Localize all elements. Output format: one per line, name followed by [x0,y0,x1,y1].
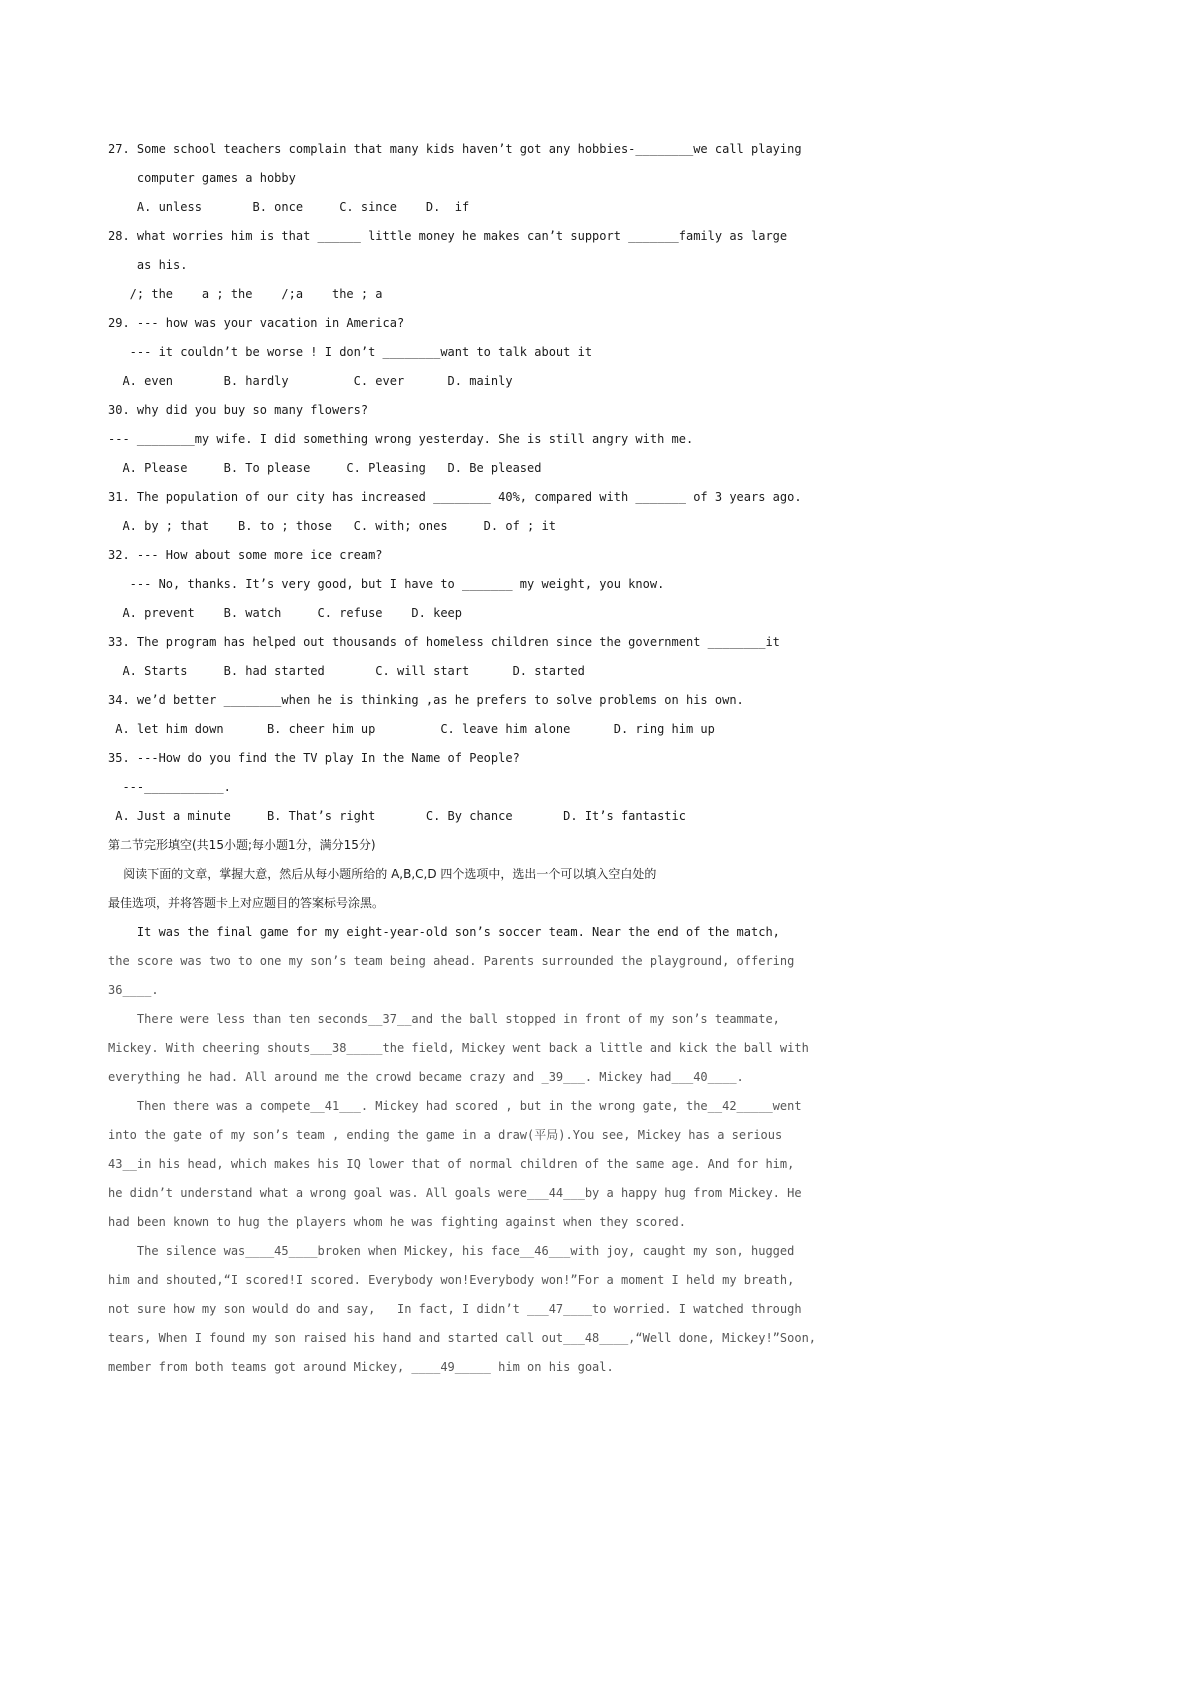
q32-options: A. prevent B. watch C. refuse D. keep [108,606,463,620]
q30-reply: --- ________my wife. I did something wrong yesterday. She is still angry with me. [108,432,694,446]
section-instructions: 阅读下面的文章，掌握大意，然后从每小题所给的 A,B,C,D 四个选项中，选出一个可以填入空白处的 [108,867,657,881]
q28-options: /; the a ; the /;a the ; a [108,287,383,301]
q35-stem: 35. ---How do you find the TV play In the Name of People? [108,751,520,765]
q30-stem: 30. why did you buy so many flowers? [108,403,369,417]
passage-line: him and shouted,“I scored!I scored. Everybody won!Everybody won!”For a moment I held my breath, [108,1273,795,1287]
q32-reply: --- No, thanks. It’s very good, but I have to _______ my weight, you know. [108,577,665,591]
passage-line: Mickey. With cheering shouts___38_____the field, Mickey went back a little and kick the ball with [108,1041,809,1055]
passage-line: 43__in his head, which makes his IQ lower that of normal children of the same age. And for him, [108,1157,795,1171]
passage-line: member from both teams got around Mickey, ____49_____ him on his goal. [108,1360,614,1374]
section-heading: 第二节完形填空(共15小题;每小题1分，满分15分) [108,838,376,852]
q34-stem: 34. we’d better ________when he is thinking ,as he prefers to solve problems on his own. [108,693,744,707]
q31-options: A. by ; that B. to ; those C. with; ones D. of ; it [108,519,556,533]
passage-line: the score was two to one my son’s team being ahead. Parents surrounded the playground, offering [108,954,795,968]
q28-stem-cont: as his. [108,258,188,272]
passage-line: It was the final game for my eight-year-old son’s soccer team. Near the end of the match, [108,925,780,939]
q31-stem: 31. The population of our city has increased ________ 40%, compared with _______ of 3 years ago. [108,490,802,504]
q30-options: A. Please B. To please C. Pleasing D. Be pleased [108,461,542,475]
passage-line: everything he had. All around me the crowd became crazy and _39___. Mickey had___40____. [108,1070,744,1084]
q27-stem-cont: computer games a hobby [108,171,296,185]
q32-stem: 32. --- How about some more ice cream? [108,548,383,562]
q34-options: A. let him down B. cheer him up C. leave him alone D. ring him up [108,722,715,736]
passage-line: not sure how my son would do and say, In fact, I didn’t ___47____to worried. I watched through [108,1302,802,1316]
q35-reply: ---___________. [108,780,231,794]
passage-line: he didn’t understand what a wrong goal was. All goals were___44___by a happy hug from Mickey. He [108,1186,802,1200]
q28-stem: 28. what worries him is that ______ little money he makes can’t support _______family as large [108,229,788,243]
q29-reply: --- it couldn’t be worse ! I don’t ________want to talk about it [108,345,593,359]
q33-stem: 33. The program has helped out thousands of homeless children since the government ________it [108,635,780,649]
q33-options: A. Starts B. had started C. will start D. started [108,664,585,678]
q29-stem: 29. --- how was your vacation in America? [108,316,405,330]
passage-line: Then there was a compete__41___. Mickey had scored , but in the wrong gate, the__42_____went [108,1099,802,1113]
section-instructions-cont: 最佳选项，并将答题卡上对应题目的答案标号涂黑。 [108,896,385,910]
passage-line: into the gate of my son’s team , ending the game in a draw(平局).You see, Mickey has a serious [108,1128,783,1142]
passage-line: tears, When I found my son raised his hand and started call out___48____,“Well done, Mickey!”Soon, [108,1331,817,1345]
q27-stem: 27. Some school teachers complain that many kids haven’t got any hobbies-________we call playing [108,142,802,156]
passage-line: had been known to hug the players whom he was fighting against when they scored. [108,1215,686,1229]
q27-options: A. unless B. once C. since D. if [108,200,470,214]
passage-line: 36____. [108,983,159,997]
passage-line: The silence was____45____broken when Mickey, his face__46___with joy, caught my son, hugged [108,1244,795,1258]
q29-options: A. even B. hardly C. ever D. mainly [108,374,513,388]
passage-line: There were less than ten seconds__37__and the ball stopped in front of my son’s teammate, [108,1012,780,1026]
q35-options: A. Just a minute B. That’s right C. By chance D. It’s fantastic [108,809,686,823]
